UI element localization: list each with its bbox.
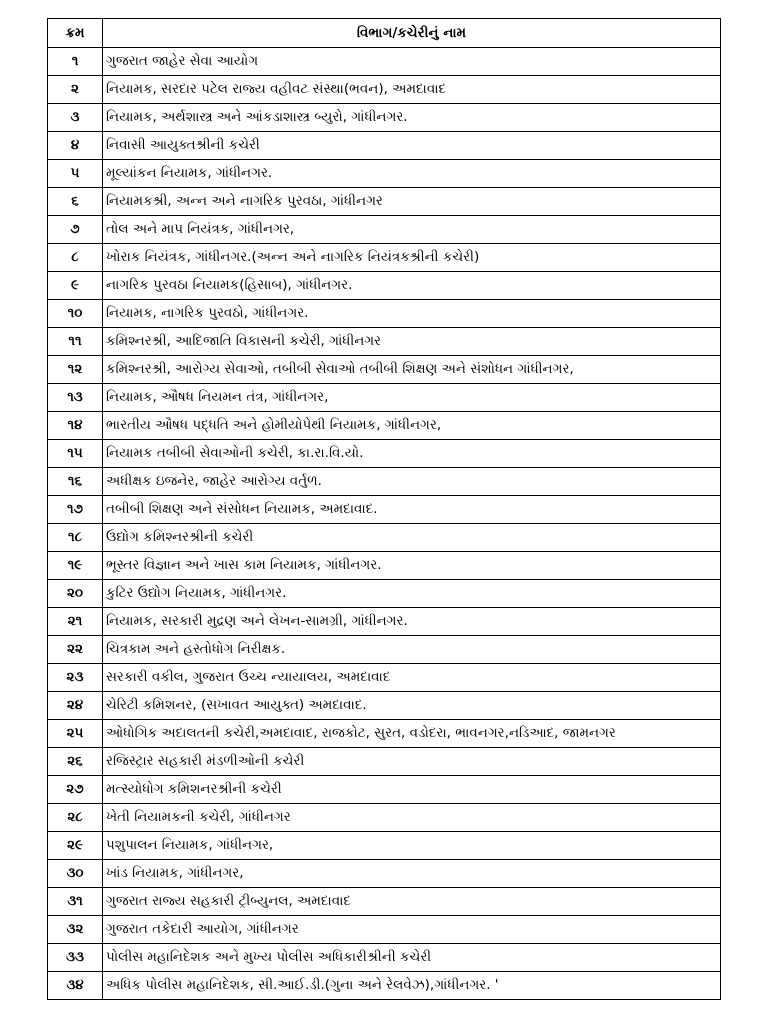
department-name-cell: નિયામક, ઔષધ નિયમન તંત્ર, ગાંધીનગર, [103,384,721,412]
table-row [48,300,721,328]
table-header-row [48,19,721,48]
serial-number-cell: ૧૮ [48,524,103,552]
department-name-cell: નિયામક તબીબી સેવાઓની કચેરી, કા.રા.વિ.યો. [103,440,721,468]
header-serial-number: ક્રમ [48,19,103,48]
serial-number-cell: ૨૮ [48,804,103,832]
table-row [48,692,721,720]
table-row [48,636,721,664]
table-row [48,944,721,972]
serial-number-cell: ૧૭ [48,496,103,524]
table-body [48,48,721,1000]
serial-number-cell: ૬ [48,188,103,216]
table-row [48,440,721,468]
serial-number-cell: ૩૨ [48,916,103,944]
table-row [48,860,721,888]
table-row [48,384,721,412]
serial-number-cell: ૨૬ [48,748,103,776]
serial-number-cell: ૧૨ [48,356,103,384]
department-name-cell: નિયામક, નાગરિક પુરવઠો, ગાંધીનગર. [103,300,721,328]
department-name-cell: ભૂસ્તર વિજ્ઞાન અને ખાસ કામ નિયામક, ગાંધીનગર. [103,552,721,580]
serial-number-cell: ૨૩ [48,664,103,692]
table-row [48,412,721,440]
table-row [48,608,721,636]
serial-number-cell: ૩૧ [48,888,103,916]
table-row [48,664,721,692]
department-name-cell: સરકારી વકીલ, ગુજરાત ઉચ્ચ ન્યાયાલય, અમદાવાદ [103,664,721,692]
table-row [48,48,721,76]
serial-number-cell: ૨૧ [48,608,103,636]
table-row [48,720,721,748]
serial-number-cell: ૩૦ [48,860,103,888]
serial-number-cell: ૨ [48,76,103,104]
department-name-cell: તોલ અને માપ નિયંત્રક, ગાંધીનગર, [103,216,721,244]
serial-number-cell: ૮ [48,244,103,272]
serial-number-cell: ૨૫ [48,720,103,748]
department-name-cell: ચેરિટી કમિશનર, (સખાવત આયુક્ત) અમદાવાદ. [103,692,721,720]
table-row [48,76,721,104]
table-row [48,496,721,524]
department-name-cell: રજિસ્ટ્રાર સહકારી મંડળીઓની કચેરી [103,748,721,776]
serial-number-cell: ૩ [48,104,103,132]
serial-number-cell: ૨૭ [48,776,103,804]
department-name-cell: પોલીસ મહાનિદેશક અને મુખ્ય પોલીસ અધિકારીશ્રીની કચેરી [103,944,721,972]
table-row [48,776,721,804]
department-name-cell: મૂલ્યાંકન નિયામક, ગાંધીનગર. [103,160,721,188]
table-row [48,356,721,384]
department-name-cell: ખેતી નિયામકની કચેરી, ગાંધીનગર [103,804,721,832]
serial-number-cell: ૧૯ [48,552,103,580]
department-table [47,18,721,1000]
table-row [48,160,721,188]
department-name-cell: ચિત્રકામ અને હસ્તોધોગ નિરીક્ષક. [103,636,721,664]
table-row [48,832,721,860]
department-name-cell: ઓધોગિક અદાલતની કચેરી,અમદાવાદ, રાજકોટ, સુરત, વડોદરા, ભાવનગર,નડિઆદ, જામનગર [103,720,721,748]
table-row [48,104,721,132]
department-name-cell: કમિશ્નરશ્રી, આરોગ્ય સેવાઓ, તબીબી સેવાઓ તબીબી શિક્ષણ અને સંશોધન ગાંધીનગર, [103,356,721,384]
table-row [48,468,721,496]
serial-number-cell: ૨૦ [48,580,103,608]
serial-number-cell: ૫ [48,160,103,188]
serial-number-cell: ૭ [48,216,103,244]
department-name-cell: નાગરિક પુરવઠા નિયામક(હિસાબ), ગાંધીનગર. [103,272,721,300]
serial-number-cell: ૪ [48,132,103,160]
table-row [48,188,721,216]
department-name-cell: ગુજરાત તકેદારી આયોગ, ગાંધીનગર [103,916,721,944]
serial-number-cell: ૨૯ [48,832,103,860]
department-name-cell: અધીક્ષક ઇજનેર, જાહેર આરોગ્ય વર્તુળ. [103,468,721,496]
table-row [48,888,721,916]
department-name-cell: ખાંડ નિયામક, ગાંધીનગર, [103,860,721,888]
department-name-cell: કુટિર ઉદ્યોગ નિયામક, ગાંધીનગર. [103,580,721,608]
serial-number-cell: ૧૫ [48,440,103,468]
table-row [48,748,721,776]
serial-number-cell: ૧ [48,48,103,76]
header-department-name: વિભાગ/કચેરીનું નામ [103,19,721,48]
serial-number-cell: ૧૪ [48,412,103,440]
table-row [48,916,721,944]
serial-number-cell: ૧૧ [48,328,103,356]
department-name-cell: અધિક પોલીસ મહાનિદેશક, સી.આઈ.ડી.(ગુના અને રેલવેઝ),ગાંધીનગર. ' [103,972,721,1000]
table-row [48,244,721,272]
serial-number-cell: ૧૩ [48,384,103,412]
serial-number-cell: ૯ [48,272,103,300]
serial-number-cell: ૨૨ [48,636,103,664]
table-row [48,328,721,356]
table-row [48,580,721,608]
department-name-cell: ખોરાક નિયંત્રક, ગાંધીનગર.(અન્ન અને નાગરિક નિયંત્રકશ્રીની કચેરી) [103,244,721,272]
serial-number-cell: ૨૪ [48,692,103,720]
department-name-cell: નિયામક, સરકારી મુદ્રણ અને લેખન-સામગ્રી, ગાંધીનગર. [103,608,721,636]
serial-number-cell: ૧૬ [48,468,103,496]
department-name-cell: ભારતીય ઔષધ પદ્ધતિ અને હોમીયોપેથી નિયામક, ગાંધીનગર, [103,412,721,440]
department-name-cell: નિયામક, સરદાર પટેલ રાજ્ય વહીવટ સંસ્થા(ભવન), અમદાવાદ [103,76,721,104]
table-row [48,972,721,1000]
department-name-cell: ગુજરાત રાજ્ય સહકારી ટ્રીબ્યુનલ, અમદાવાદ [103,888,721,916]
table-row [48,132,721,160]
department-name-cell: પશુપાલન નિયામક, ગાંધીનગર, [103,832,721,860]
serial-number-cell: ૩૪ [48,972,103,1000]
serial-number-cell: ૩૩ [48,944,103,972]
table-row [48,552,721,580]
serial-number-cell: ૧૦ [48,300,103,328]
department-name-cell: કમિશ્નરશ્રી, આદિજાતિ વિકાસની કચેરી, ગાંધીનગર [103,328,721,356]
department-name-cell: તબીબી શિક્ષણ અને સંસોધન નિયામક, અમદાવાદ. [103,496,721,524]
table-row [48,524,721,552]
department-name-cell: નિયામકશ્રી, અન્ન અને નાગરિક પુરવઠા, ગાંધીનગર [103,188,721,216]
table-row [48,216,721,244]
table-row [48,804,721,832]
department-name-cell: નિયામક, અર્થશાસ્ત્ર અને આંકડાશાસ્ત્ર બ્યુરો, ગાંધીનગર. [103,104,721,132]
table-row [48,272,721,300]
department-name-cell: ઉદ્યોગ કમિશ્નરશ્રીની કચેરી [103,524,721,552]
department-name-cell: નિવાસી આયુક્તશ્રીની કચેરી [103,132,721,160]
department-name-cell: મત્સ્યોધોગ કમિશનરશ્રીની કચેરી [103,776,721,804]
department-name-cell: ગુજરાત જાહેર સેવા આયોગ [103,48,721,76]
